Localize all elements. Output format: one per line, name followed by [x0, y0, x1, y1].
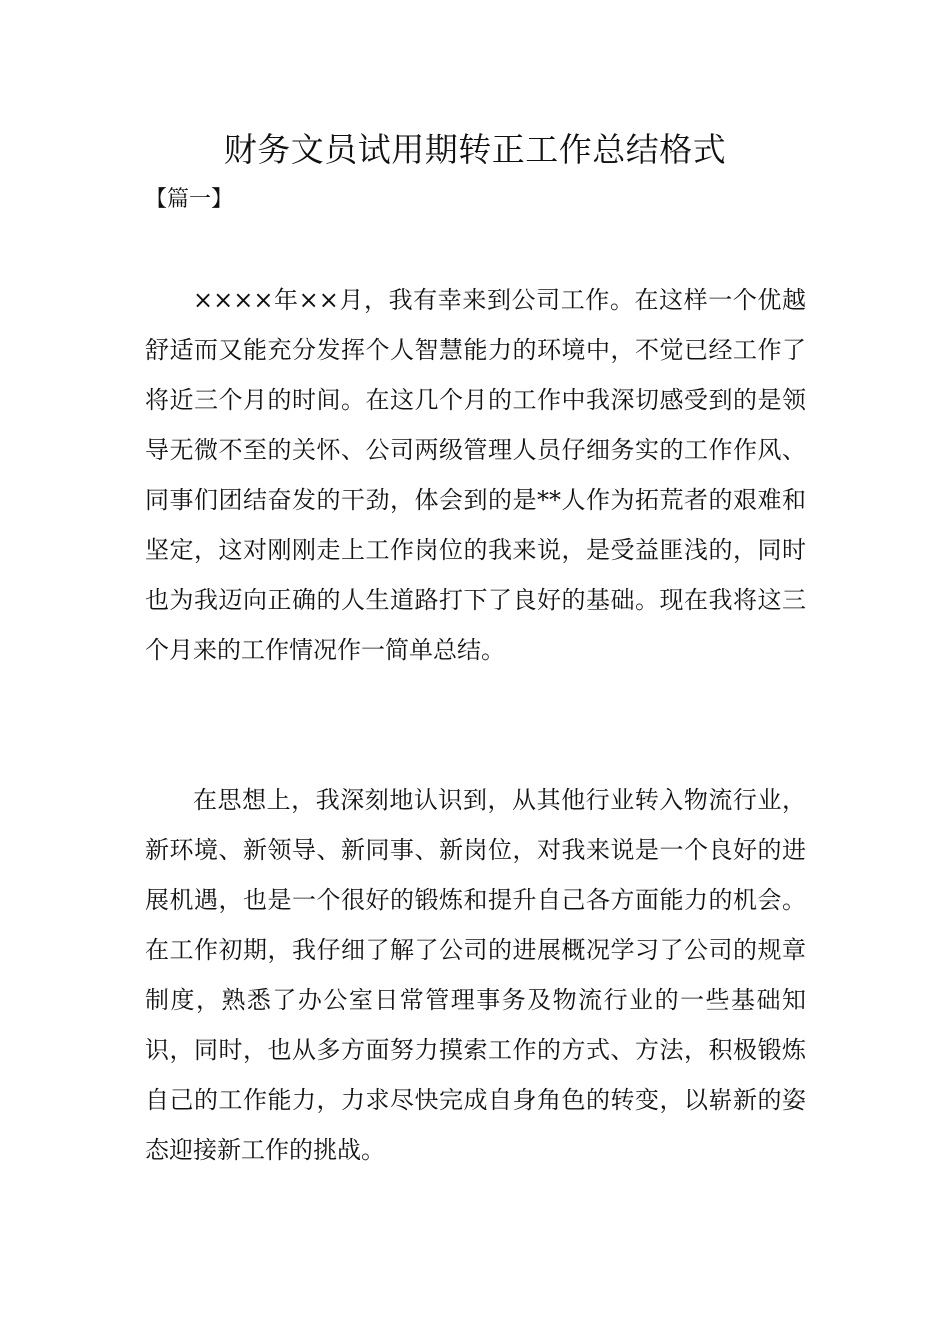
document-title: 财务文员试用期转正工作总结格式 [223, 130, 727, 169]
body-paragraph-1: ××××年××月，我有幸来到公司工作。在这样一个优越舒适而又能充分发挥个人智慧能力的环境中，不觉已经工作了将近三个月的时间。在这几个月的工作中我深切感受到的是领导无微不至的关怀、公司两级管理人员仔细务实的工作作风、同事们团结奋发的干劲，体会到的是**人作为拓荒者的艰难和坚定，这对刚刚走上工作岗位的我来说，是受益匪浅的，同时也为我迈向正确的人生道路打下了良好的基础。现在我将这三个月来的工作情况作一简单总结。 [145, 286, 806, 664]
section-label: 【篇一】 [145, 187, 234, 212]
body-paragraph-2: 在思想上，我深刻地认识到，从其他行业转入物流行业，新环境、新领导、新同事、新岗位，对我来说是一个良好的进展机遇，也是一个很好的锻炼和提升自己各方面能力的机会。在工作初期，我仔细了解了公司的进展概况学习了公司的规章制度，熟悉了办公室日常管理事务及物流行业的一些基础知识，同时，也从多方面努力摸索工作的方式、方法，积极锻炼自己的工作能力，力求尽快完成自身角色的转变，以崭新的姿态迎接新工作的挑战。 [145, 786, 806, 1164]
